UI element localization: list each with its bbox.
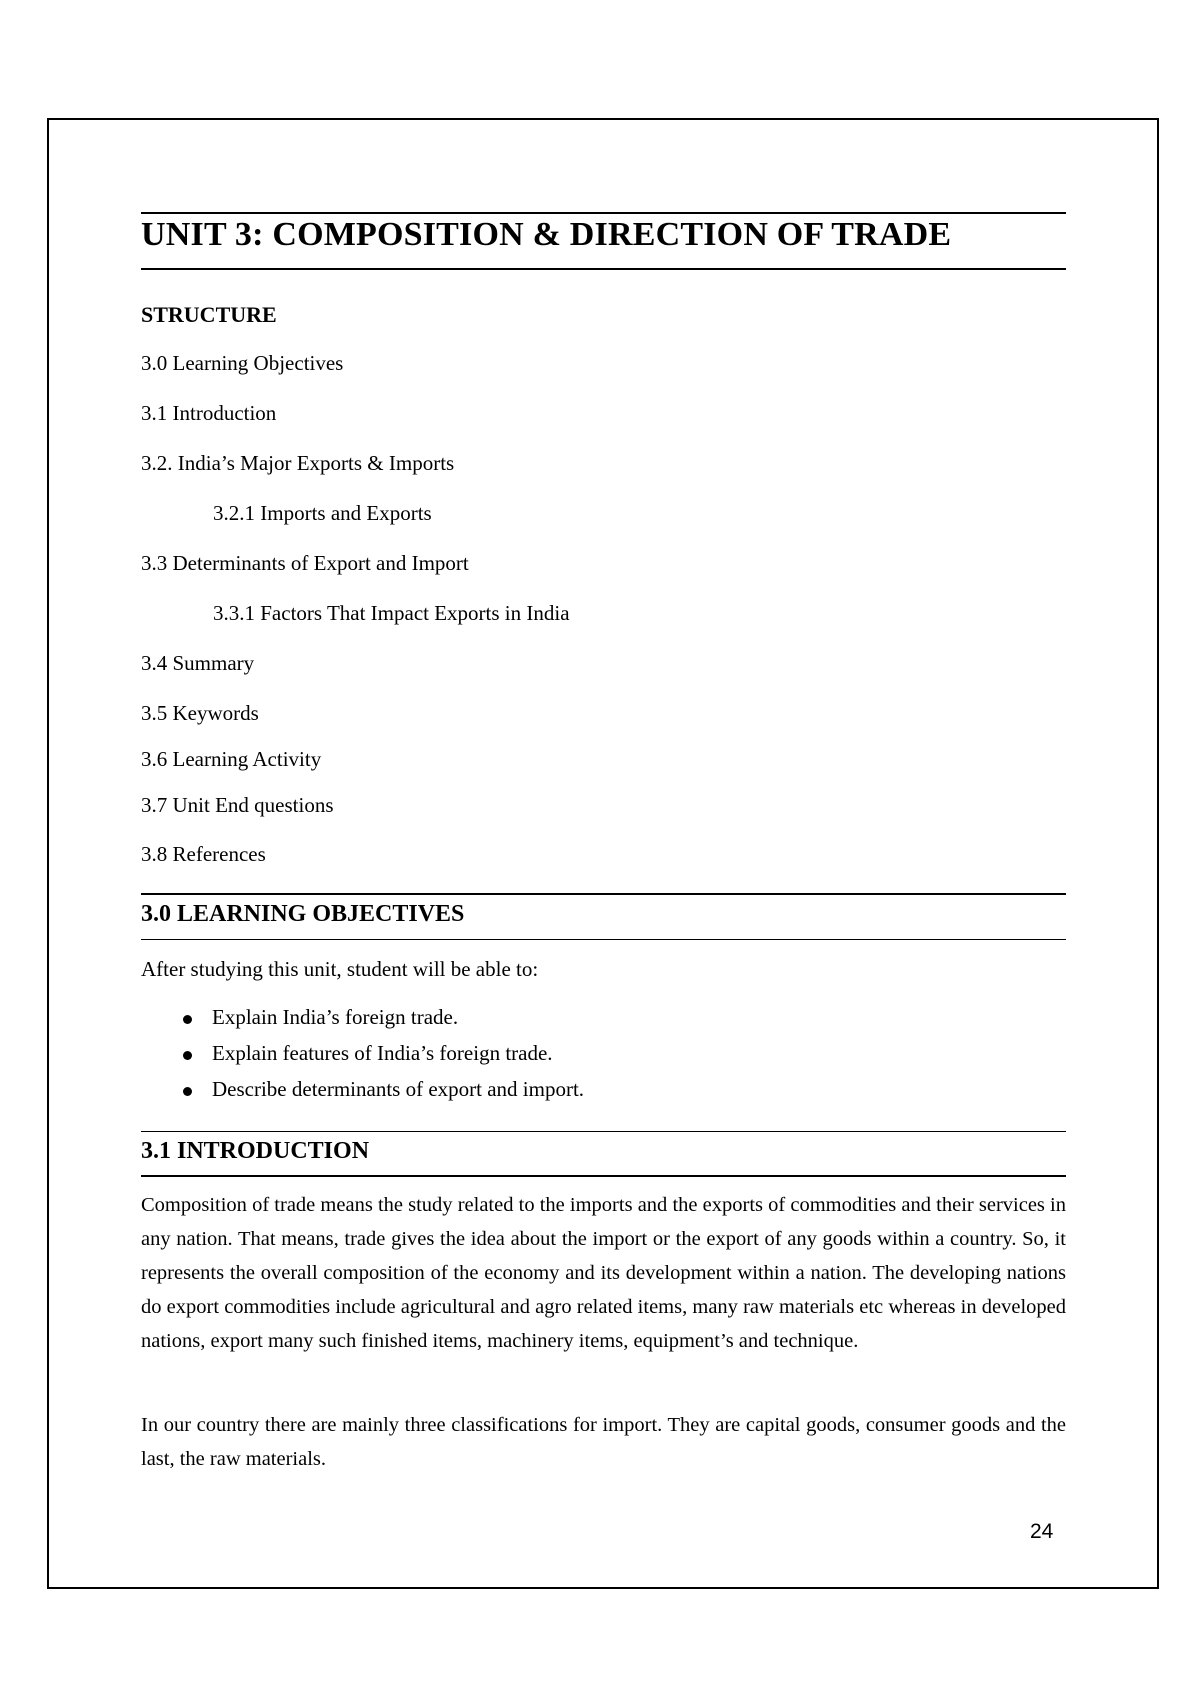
structure-heading: STRUCTURE: [141, 302, 277, 327]
bullet-icon: [183, 1015, 192, 1024]
title-bottom-rule: [141, 268, 1066, 270]
toc-item-references: 3.8 References: [141, 842, 266, 866]
unit-title: UNIT 3: COMPOSITION & DIRECTION OF TRADE: [141, 216, 952, 253]
toc-item-imports-and-exports: 3.2.1 Imports and Exports: [213, 501, 432, 525]
title-top-rule: [141, 212, 1066, 214]
introduction-bottom-rule: [141, 1175, 1066, 1177]
bullet-icon: [183, 1087, 192, 1096]
toc-item-major-exports-imports: 3.2. India’s Major Exports & Imports: [141, 451, 455, 475]
introduction-paragraph-1: Composition of trade means the study related to the imports and the exports of commodities and their services in any nation. That means, trade gives the idea about the import or the export of any goods within a country. So, it represents the overall composition of the economy and its development within a nation. The developing nations do export commodities include agricultural and agro related items, many raw materials etc whereas in developed nations, export many such finished items, machinery items, equipment’s and technique.: [141, 1194, 1066, 1352]
list-item-text: Describe determinants of export and import.: [212, 1077, 585, 1101]
objectives-bottom-rule: [141, 939, 1066, 940]
list-item-text: Explain features of India’s foreign trade.: [212, 1041, 553, 1065]
learning-objectives-heading: 3.0 LEARNING OBJECTIVES: [141, 901, 465, 927]
toc-item-learning-objectives: 3.0 Learning Objectives: [141, 351, 344, 375]
toc-item-learning-activity: 3.6 Learning Activity: [141, 747, 322, 771]
toc-item-unit-end-questions: 3.7 Unit End questions: [141, 793, 334, 817]
objectives-top-rule: [141, 893, 1066, 895]
introduction-paragraph-2: In our country there are mainly three classifications for import. They are capital goods, consumer goods and the last, the raw materials.: [141, 1414, 1066, 1470]
introduction-heading: 3.1 INTRODUCTION: [141, 1138, 370, 1164]
toc-item-determinants: 3.3 Determinants of Export and Import: [141, 551, 469, 575]
toc-item-factors-exports: 3.3.1 Factors That Impact Exports in India: [213, 601, 570, 625]
page-number: 24: [1030, 1520, 1054, 1543]
bullet-icon: [183, 1051, 192, 1060]
introduction-top-rule: [141, 1131, 1066, 1132]
list-item-text: Explain India’s foreign trade.: [212, 1005, 459, 1029]
toc-item-keywords: 3.5 Keywords: [141, 701, 259, 725]
objectives-intro: After studying this unit, student will be able to:: [141, 957, 539, 981]
toc-item-summary: 3.4 Summary: [141, 651, 255, 675]
toc-item-introduction: 3.1 Introduction: [141, 401, 277, 425]
